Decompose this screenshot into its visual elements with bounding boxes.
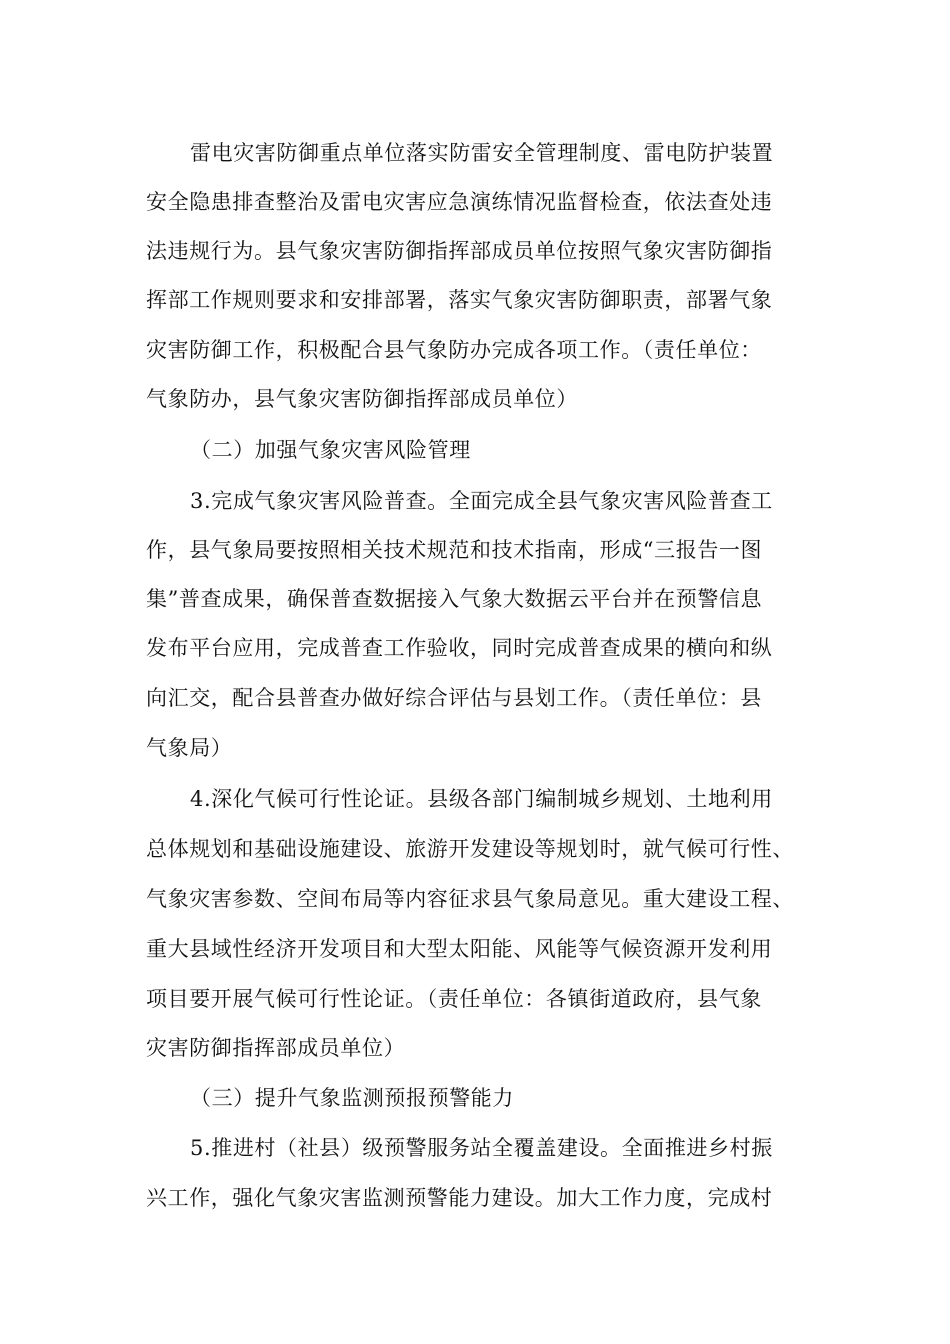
paragraph-line: 3.完成气象灾害风险普查。全面完成全县气象灾害风险普查工	[190, 489, 773, 513]
section-heading: （二）加强气象灾害风险管理	[190, 438, 471, 462]
paragraph-line: 灾害防御指挥部成员单位）	[146, 1036, 406, 1060]
paragraph-line: 5.推进村（社县）级预警服务站全覆盖建设。全面推进乡村振	[190, 1136, 773, 1160]
paragraph-line: 集”普查成果，确保普查数据接入气象大数据云平台并在预警信息	[146, 587, 763, 611]
paragraph-line: 重大县域性经济开发项目和大型太阳能、风能等气候资源开发利用	[146, 937, 773, 961]
section-heading: （三）提升气象监测预报预警能力	[190, 1086, 514, 1110]
paragraph-line: 气象局）	[146, 736, 233, 760]
paragraph-line: 兴工作，强化气象灾害监测预警能力建设。加大工作力度，完成村	[146, 1186, 773, 1210]
paragraph-line: 安全隐患排查整治及雷电灾害应急演练情况监督检查，依法查处违	[146, 190, 773, 214]
paragraph-line: 发布平台应用，完成普查工作验收，同时完成普查成果的横向和纵	[146, 636, 773, 660]
paragraph-line: 4.深化气候可行性论证。县级各部门编制城乡规划、土地利用	[190, 787, 773, 811]
paragraph-line: 项目要开展气候可行性论证。（责任单位：各镇街道政府，县气象	[146, 987, 762, 1011]
paragraph-line: 作，县气象局要按照相关技术规范和技术指南，形成“三报告一图	[146, 538, 763, 562]
paragraph-line: 总体规划和基础设施建设、旅游开发建设等规划时，就气候可行性、	[146, 837, 794, 861]
paragraph-line: 气象防办，县气象灾害防御指挥部成员单位）	[146, 387, 578, 411]
paragraph-line: 挥部工作规则要求和安排部署，落实气象灾害防御职责，部署气象	[146, 288, 773, 312]
paragraph-line: 向汇交，配合县普查办做好综合评估与县划工作。（责任单位：县	[146, 686, 762, 710]
paragraph-line: 雷电灾害防御重点单位落实防雷安全管理制度、雷电防护装置	[190, 141, 774, 165]
paragraph-line: 灾害防御工作，积极配合县气象防办完成各项工作。（责任单位：	[146, 338, 762, 362]
paragraph-line: 法违规行为。县气象灾害防御指挥部成员单位按照气象灾害防御指	[146, 239, 773, 263]
paragraph-line: 气象灾害参数、空间布局等内容征求县气象局意见。重大建设工程、	[146, 887, 794, 911]
